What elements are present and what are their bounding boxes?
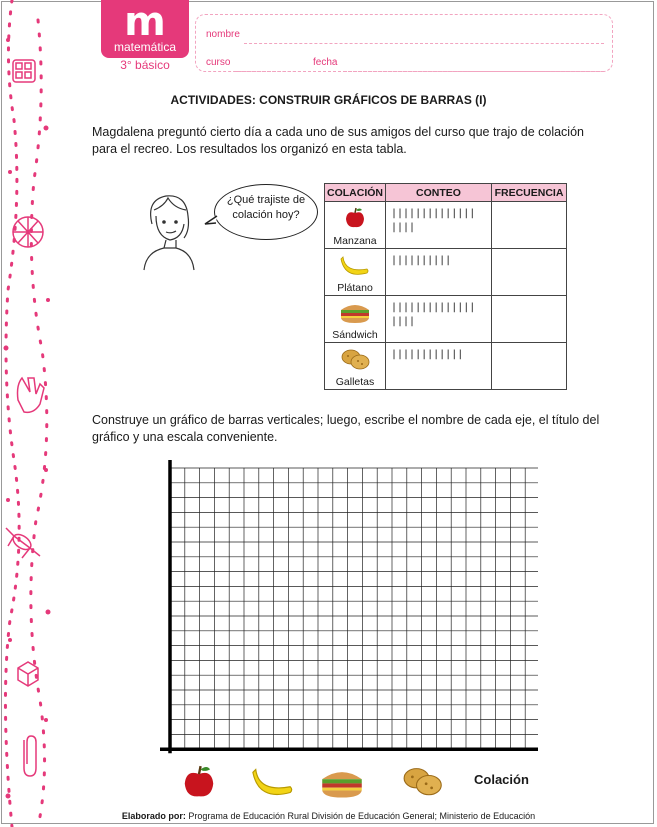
- tally-cell: [386, 202, 492, 249]
- footer: [0, 811, 657, 821]
- calculator-icon: [13, 60, 35, 82]
- cube-icon: [18, 662, 38, 686]
- tally-table: [324, 183, 567, 390]
- speech-bubble: ¿Qué trajiste de colación hoy?: [214, 184, 318, 240]
- col-header-frequency: FRECUENCIA: [492, 184, 567, 202]
- tally-cell: [386, 296, 492, 343]
- col-header-count: CONTEO: [386, 184, 492, 202]
- course-field[interactable]: [236, 71, 306, 72]
- tally-cell: [386, 249, 492, 296]
- apple-icon: [343, 206, 367, 230]
- girl-illustration: [138, 190, 200, 272]
- footer-text: Programa de Educación Rural División de Educación General; Ministerio de Educación: [188, 811, 536, 821]
- name-label: nombre: [206, 29, 240, 40]
- sandwich-icon: [318, 762, 366, 802]
- banana-icon: [339, 253, 371, 277]
- food-name: Sándwich: [332, 329, 378, 341]
- sidebar-decorations: [0, 0, 60, 827]
- table-row: [325, 202, 567, 249]
- blank-graph-grid[interactable]: [160, 460, 538, 766]
- tally-marks: ||||||||||||||: [391, 208, 476, 219]
- tally-marks: ||||||||||||||: [391, 302, 476, 313]
- food-name: Galletas: [335, 376, 375, 388]
- food-cell: [325, 296, 386, 343]
- apple-icon: [180, 762, 218, 802]
- paperclip-icon: [24, 736, 36, 776]
- food-cell: [325, 202, 386, 249]
- tally-marks: ||||: [391, 316, 416, 327]
- table-row: [325, 343, 567, 390]
- pie-icon: [13, 217, 43, 247]
- tally-marks: ||||: [391, 222, 416, 233]
- banana-icon: [250, 762, 296, 800]
- food-cell: [325, 249, 386, 296]
- cookies-icon: [400, 764, 444, 798]
- logo-word: matemática: [113, 40, 177, 54]
- hand-icon: [18, 378, 45, 412]
- food-name: Manzana: [333, 235, 377, 247]
- student-info-box: [195, 14, 613, 72]
- grade-label: 3° básico: [120, 58, 170, 72]
- tally-marks: ||||||||||: [391, 255, 452, 266]
- sandwich-icon: [338, 300, 372, 324]
- intro-paragraph: Magdalena preguntó cierto día a cada uno de sus amigos del curso que trajo de colación para el recreo. Los resultados los organizó en esta tabla.: [92, 125, 584, 156]
- name-field[interactable]: [244, 43, 604, 44]
- logo-letter: m: [124, 0, 166, 45]
- footer-prefix: Elaborado por:: [121, 811, 186, 821]
- instruction-paragraph: Construye un gráfico de barras verticales; luego, escribe el nombre de cada eje, el título del gráfico y una escala conveniente.: [92, 413, 600, 444]
- frequency-cell[interactable]: [492, 249, 567, 296]
- tally-cell: [386, 343, 492, 390]
- frequency-cell[interactable]: [492, 202, 567, 249]
- table-row: [325, 296, 567, 343]
- frequency-cell[interactable]: [492, 296, 567, 343]
- x-axis-label: Colación: [474, 772, 529, 787]
- date-field[interactable]: [344, 71, 604, 72]
- worksheet-title: ACTIVIDADES: CONSTRUIR GRÁFICOS DE BARRAS (I): [170, 93, 487, 107]
- tally-marks: ||||||||||||: [391, 349, 464, 360]
- food-name: Plátano: [337, 282, 373, 294]
- candy-icon: [6, 528, 40, 558]
- date-label: fecha: [313, 57, 338, 68]
- table-row: [325, 249, 567, 296]
- course-label: curso: [206, 57, 231, 68]
- subject-logo: [101, 0, 189, 58]
- cookies-icon: [339, 347, 371, 371]
- frequency-cell[interactable]: [492, 343, 567, 390]
- bubble-tail: [203, 214, 219, 228]
- col-header-food: COLACIÓN: [325, 184, 386, 202]
- food-cell: [325, 343, 386, 390]
